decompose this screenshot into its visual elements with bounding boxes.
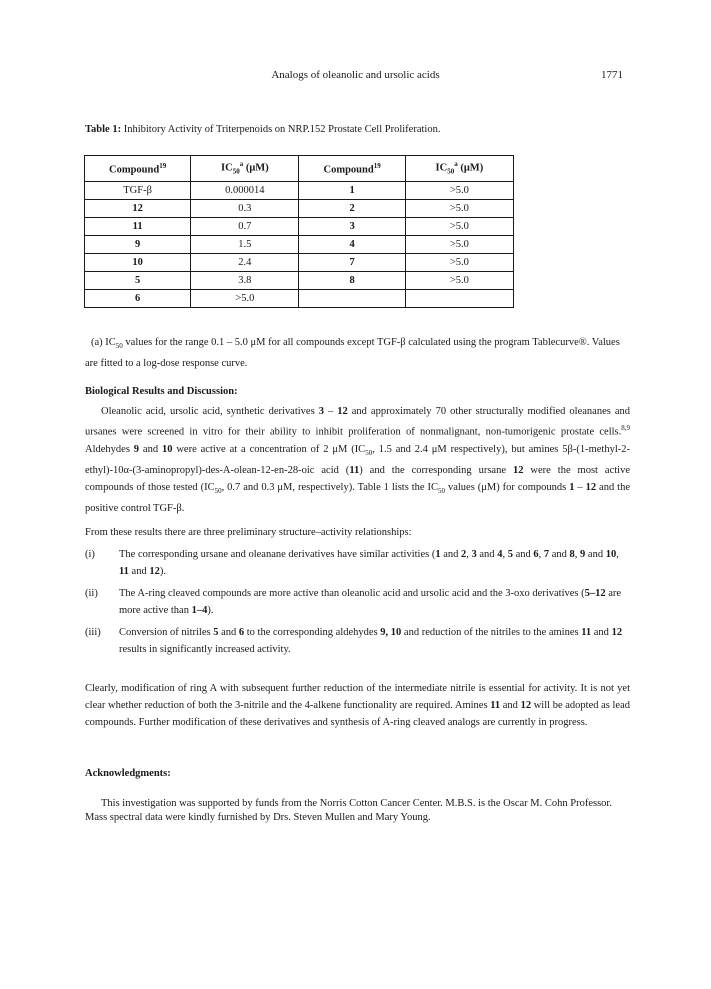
header-compound-2: Compound$^{19}$ bbox=[299, 156, 405, 182]
relationship-item: (ii) The A-ring cleaved compounds are more active than oleanolic acid and ursolic acid and the 3-oxo derivatives (5–12 are more active than 1–4). bbox=[85, 588, 622, 616]
ic50-cell: >5.0 bbox=[405, 181, 513, 199]
relationships-intro: From these results there are three preliminary structure–activity relationships: bbox=[85, 527, 412, 538]
compound-cell: 5 bbox=[85, 271, 191, 289]
table-caption-text: Inhibitory Activity of Triterpenoids on NRP.152 Prostate Cell Proliferation. bbox=[121, 124, 441, 135]
section-heading-results: Biological Results and Discussion: bbox=[85, 386, 238, 397]
table-caption-label: Table 1: bbox=[85, 124, 122, 135]
ic50-cell: 3.8 bbox=[191, 271, 299, 289]
table-row bbox=[85, 253, 514, 271]
ic50-cell bbox=[405, 289, 513, 307]
compound-cell: 6 bbox=[85, 289, 191, 307]
compound-cell: 11 bbox=[85, 217, 191, 235]
table-row bbox=[85, 217, 514, 235]
ic50-cell: 0.000014 bbox=[191, 181, 299, 199]
table-caption bbox=[85, 124, 645, 135]
results-paragraph: Oleanolic acid, ursolic acid, synthetic derivatives 3 – 12 and approximately 70 other structurally modified oleananes and ursanes were screened in vitro for their ability to inhibit proliferation of nonmalignant, non-tumorigenic prostate cells.$^{8,9}$ Aldehydes 9 and 10 were active at a concentration of 2 μM ($IC_{50}$, 1.5 and 2.4 μM respectively), but amines 5β-(1-methyl-2-ethyl)-10α-(3-aminopropyl)-des-A-olean-12-en-28-oic acid (11) and the corresponding ursane 12 were the most active compounds of those tested ($IC_{50}$, 0.7 and 0.3 μM, respectively). Table 1 lists the $IC_{50}$ values (μM) for compounds 1 – 12 and the positive control TGF-β. bbox=[85, 406, 631, 514]
relationship-item: (i) The corresponding ursane and oleanane derivatives have similar activities (1 and 2, 3 and 4, 5 and 6, 7 and 8, 9 and 10, 11 and 12). bbox=[85, 549, 619, 577]
header-ic50-1: $IC_{50}^a$ (μM) bbox=[191, 156, 299, 182]
compound-cell: 9 bbox=[85, 235, 191, 253]
ic50-cell: 0.3 bbox=[191, 199, 299, 217]
ic50-cell: 1.5 bbox=[191, 235, 299, 253]
compound-cell: 1 bbox=[299, 181, 405, 199]
ic50-cell: >5.0 bbox=[405, 235, 513, 253]
ic50-cell: 0.7 bbox=[191, 217, 299, 235]
compound-cell: 8 bbox=[299, 271, 405, 289]
compound-cell bbox=[299, 289, 405, 307]
ic50-cell: >5.0 bbox=[405, 253, 513, 271]
ic50-cell: 2.4 bbox=[191, 253, 299, 271]
compound-cell: 7 bbox=[299, 253, 405, 271]
table-row bbox=[85, 271, 514, 289]
acknowledgments-paragraph: This investigation was supported by funds from the Norris Cotton Cancer Center. M.B.S. is the Oscar M. Cohn Professor. Mass spectral data were kindly furnished by Drs. Steven Mullen and Mary Young. bbox=[85, 798, 612, 823]
table-header-row bbox=[85, 156, 514, 182]
table-row bbox=[85, 199, 514, 217]
ic50-cell: >5.0 bbox=[405, 217, 513, 235]
ic50-cell: >5.0 bbox=[405, 271, 513, 289]
running-head-title: Analogs of oleanolic and ursolic acids bbox=[271, 69, 440, 81]
table-footnote: (a) $IC_{50}$ values for the range 0.1 – 5.0 μM for all compounds except TGF-β calculated using the program Tablecurve®. Values are fitted to a log-dose response curve. bbox=[85, 337, 620, 370]
compound-cell: 12 bbox=[85, 199, 191, 217]
ic50-cell: >5.0 bbox=[191, 289, 299, 307]
ic50-table bbox=[84, 155, 514, 308]
section-heading-acknowledgments: Acknowledgments: bbox=[85, 768, 171, 779]
compound-cell: 10 bbox=[85, 253, 191, 271]
conclusion-paragraph: Clearly, modification of ring A with subsequent further reduction of the intermediate nitrile is essential for activity. It is not yet clear whether reduction of both the 3-nitrile and the 4-alkene functionality are required. Amines 11 and 12 will be adopted as lead compounds. Further modification of these derivatives and synthesis of A-ring cleaved analogs are currently in progress. bbox=[85, 683, 630, 728]
header-compound-1: Compound$^{19}$ bbox=[85, 156, 191, 182]
table-row bbox=[85, 289, 514, 307]
page-number: 1771 bbox=[601, 69, 623, 81]
compound-cell: TGF-β bbox=[85, 181, 191, 199]
header-ic50-2: $IC_{50}^a$ (μM) bbox=[405, 156, 513, 182]
relationship-item: (iii) Conversion of nitriles 5 and 6 to the corresponding aldehydes 9, 10 and reduction of the nitriles to the amines 11 and 12 results in significantly increased activity. bbox=[85, 627, 623, 655]
table-row bbox=[85, 235, 514, 253]
compound-cell: 4 bbox=[299, 235, 405, 253]
compound-cell: 2 bbox=[299, 199, 405, 217]
ic50-cell: >5.0 bbox=[405, 199, 513, 217]
compound-cell: 3 bbox=[299, 217, 405, 235]
table-row bbox=[85, 181, 514, 199]
